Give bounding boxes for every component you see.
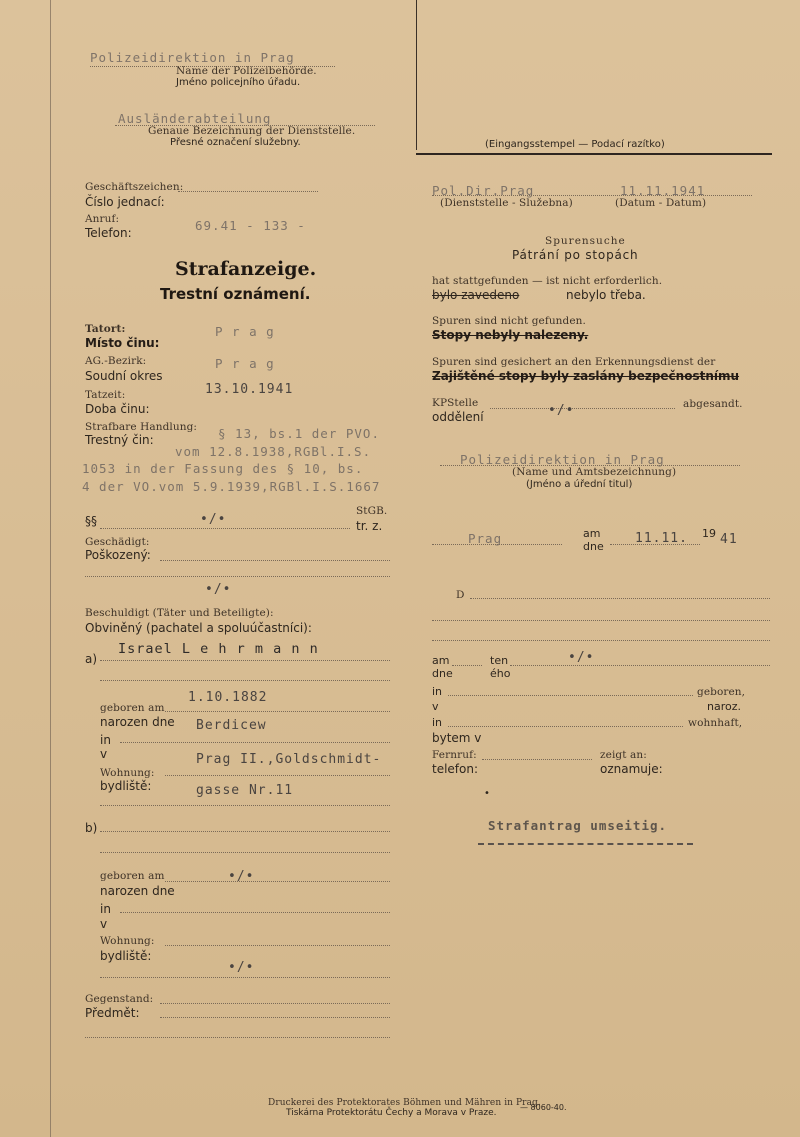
scene-value: P r a g [215, 324, 275, 339]
office-typed: Pol.Dir.Prag [432, 183, 535, 198]
right-phone-line [482, 759, 592, 760]
kp-label-de: KPStelle [432, 397, 479, 409]
stamp-box-bottom-rule [416, 153, 772, 155]
right-born-de: geboren, [697, 686, 746, 698]
call-label-de: Anruf: [85, 213, 120, 225]
injured-line-1 [160, 560, 390, 561]
accused-b-in-label: in [100, 902, 111, 916]
right-authority-label-de: (Name und Amtsbezeichnung) [512, 466, 677, 478]
d-line-1 [470, 598, 770, 599]
ten-label: ten [490, 654, 509, 667]
act-label-cz: Trestný čin: [85, 433, 154, 447]
subject-line-1 [160, 1003, 390, 1004]
accused-a-birthplace: Berdicew [196, 718, 267, 733]
subject-line-2 [160, 1017, 390, 1018]
accused-a-residence-label-de: Wohnung: [100, 767, 155, 779]
place-line [432, 544, 562, 545]
year-prefix: 19 [702, 527, 716, 540]
eho-label: ého [490, 667, 511, 680]
accused-a-in-label: in [100, 733, 111, 747]
am-label: am [583, 527, 601, 540]
time-label-de: Tatzeit: [85, 389, 126, 401]
accused-a-born-label-de: geboren am [100, 702, 165, 714]
accused-a-v-label: v [100, 747, 108, 761]
ref-typed: 69.41 - 133 - [195, 218, 306, 233]
ten-line [510, 665, 770, 666]
department-label-cz: Přesné označení služebny. [170, 137, 301, 148]
time-label-cz: Doba činu: [85, 402, 150, 416]
accused-b-line-3 [100, 977, 390, 978]
scene-label-cz: Místo činu: [85, 336, 160, 350]
act-label-de: Strafbare Handlung: [85, 421, 198, 433]
overleaf-underline [478, 843, 693, 845]
place-typed: Prag [468, 531, 503, 546]
kp-line [490, 408, 675, 409]
para-value: •/• [200, 512, 227, 527]
ref-line [178, 191, 318, 192]
footer-line-2: Tiskárna Protektorátu Čechy a Morava v Praze. [286, 1108, 497, 1118]
trace-label-cz: Pátrání po stopách [512, 248, 639, 262]
am2-line [452, 665, 482, 666]
right-slash-value: •/• [568, 650, 595, 665]
trz-label: tr. z. [356, 519, 383, 533]
accused-a-born-date: 1.10.1882 [188, 690, 268, 705]
district-value: P r a g [215, 356, 275, 371]
place-date-typed: 11.11. [635, 531, 688, 546]
injured-label-cz: Poškozený: [85, 548, 151, 562]
injured-label-de: Geschädigt: [85, 536, 150, 548]
accused-a-born-label-cz: narozen dne [100, 715, 175, 729]
act-line-2: vom 12.8.1938,RGBl.I.S. [175, 444, 372, 459]
injured-value: •/• [205, 582, 232, 597]
subject-label-de: Gegenstand: [85, 993, 154, 1005]
right-reports-de: zeigt an: [600, 749, 647, 761]
office-label: (Dienststelle - Služebna) [440, 197, 573, 209]
para-line [100, 528, 350, 529]
kp-value: •/• [548, 403, 575, 418]
place-date-line [610, 544, 700, 545]
subject-line-3 [85, 1037, 390, 1038]
footer-code: — 8060-40. [520, 1103, 567, 1112]
right-born-cz: naroz. [707, 700, 741, 713]
right-dot: • [484, 788, 490, 799]
accused-a-born-line [165, 711, 390, 712]
accused-b-residence-label-cz: bydliště: [100, 949, 152, 963]
accused-a-residence-1: Prag II.,Goldschmidt- [196, 752, 382, 767]
accused-a-line-3 [100, 805, 390, 806]
right-authority-typed: Polizeidirektion in Prag [460, 452, 665, 467]
accused-b-born-line [165, 881, 390, 882]
trace-label-de: Spurensuche [545, 235, 626, 247]
authority-label-cz: Jméno policejního úřadu. [176, 77, 301, 88]
traces-secured-de: Spuren sind gesichert an den Erkennungsdienst der [432, 356, 716, 368]
page-edge-line [50, 0, 51, 1137]
title-de: Strafanzeige. [175, 258, 317, 280]
act-line-4: 4 der VO.vom 5.9.1939,RGBl.I.S.1667 [82, 479, 381, 494]
injured-line-2 [85, 576, 390, 577]
accused-a-name: Israel L e h r m a n n [118, 641, 319, 657]
accused-a-residence-label-cz: bydliště: [100, 779, 152, 793]
right-living-cz: bytem v [432, 731, 482, 745]
accused-a-marker: a) [85, 652, 98, 666]
right-in2-label: in [432, 716, 443, 729]
right-phone-de: Fernruf: [432, 749, 477, 761]
right-authority-label-cz: (Jméno a úřední titul) [526, 479, 633, 490]
accused-b-marker: b) [85, 821, 98, 835]
traces-none-cz: Stopy nebyly nalezeny. [432, 328, 589, 342]
right-phone-cz: telefon: [432, 762, 479, 776]
accused-label-de: Beschuldigt (Täter und Beteiligte): [85, 607, 274, 619]
act-line-1: § 13, bs.1 der PVO. [218, 426, 380, 441]
accused-b-in-line [120, 912, 390, 913]
accused-b-residence-value: •/• [228, 960, 255, 975]
accused-a-line-2 [100, 680, 390, 681]
traces-none-de: Spuren sind nicht gefunden. [432, 315, 586, 327]
dne2-label: dne [432, 667, 453, 680]
stgb-label: StGB. [356, 505, 388, 517]
right-v-label: v [432, 700, 439, 713]
subject-label-cz: Předmět: [85, 1006, 140, 1020]
right-in-line [448, 695, 693, 696]
act-line-3: 1053 in der Fassung des § 10, bs. [82, 461, 364, 476]
stamp-box-divider [416, 0, 417, 150]
district-label-de: AG.-Bezirk: [85, 355, 147, 367]
accused-b-v-label: v [100, 917, 108, 931]
sent-label: abgesandt. [683, 398, 743, 410]
accused-a-line-1 [100, 660, 390, 661]
d-line-2 [432, 620, 770, 621]
overleaf-typed: Strafantrag umseitig. [488, 818, 668, 833]
year-typed: 41 [720, 532, 738, 547]
authority-typed: Polizeidirektion in Prag [90, 50, 295, 65]
department-label-de: Genaue Bezeichnung der Dienststelle. [148, 125, 356, 137]
accused-b-born-label-cz: narozen dne [100, 884, 175, 898]
accused-b-residence-line [165, 945, 390, 946]
accused-b-line-2 [100, 852, 390, 853]
footer-line-1: Druckerei des Protektorates Böhmen und Mähren in Prag. [268, 1098, 541, 1108]
accused-b-born-value: •/• [228, 869, 255, 884]
kp-label-cz: oddělení [432, 410, 484, 424]
right-reports-cz: oznamuje: [600, 762, 663, 776]
receipt-stamp-label: (Eingangsstempel — Podací razítko) [485, 139, 665, 150]
accused-a-residence-line [165, 775, 390, 776]
trace-line1-de: hat stattgefunden — ist nicht erforderlich. [432, 275, 663, 287]
accused-b-residence-label-de: Wohnung: [100, 935, 155, 947]
office-date-line [432, 195, 752, 196]
d-mark: D [456, 589, 465, 601]
d-line-3 [432, 640, 770, 641]
ref-label-cz: Číslo jednací: [85, 195, 165, 209]
ref-label-de: Geschäftszeichen: [85, 181, 184, 193]
right-living-de: wohnhaft, [688, 717, 743, 729]
date-label: (Datum - Datum) [615, 197, 707, 209]
traces-secured-cz: Zajištěné stopy byly zaslány bezpečnostnímu [432, 369, 740, 383]
dne-label: dne [583, 540, 604, 553]
right-in-label: in [432, 685, 443, 698]
department-typed: Ausländerabteilung [118, 111, 272, 126]
district-label-cz: Soudní okres [85, 369, 163, 383]
am2-label: am [432, 654, 450, 667]
para-sign: §§ [85, 514, 97, 528]
time-value: 13.10.1941 [205, 382, 294, 397]
title-cz: Trestní oznámení. [160, 285, 311, 303]
call-label-cz: Telefon: [85, 226, 132, 240]
accused-a-in-line [120, 742, 390, 743]
authority-label-de: Name der Polizeibehörde. [176, 65, 317, 77]
accused-label-cz: Obviněný (pachatel a spoluúčastníci): [85, 621, 312, 635]
scene-label-de: Tatort: [85, 323, 126, 335]
date-typed: 11.11.1941 [620, 183, 706, 198]
accused-a-residence-2: gasse Nr.11 [196, 783, 294, 798]
trace-line1-cz-a: bylo zavedeno [432, 288, 520, 302]
trace-line1-cz-b: nebylo třeba. [566, 288, 646, 302]
accused-b-line-1 [100, 831, 390, 832]
right-in2-line [448, 726, 683, 727]
accused-b-born-label-de: geboren am [100, 870, 165, 882]
